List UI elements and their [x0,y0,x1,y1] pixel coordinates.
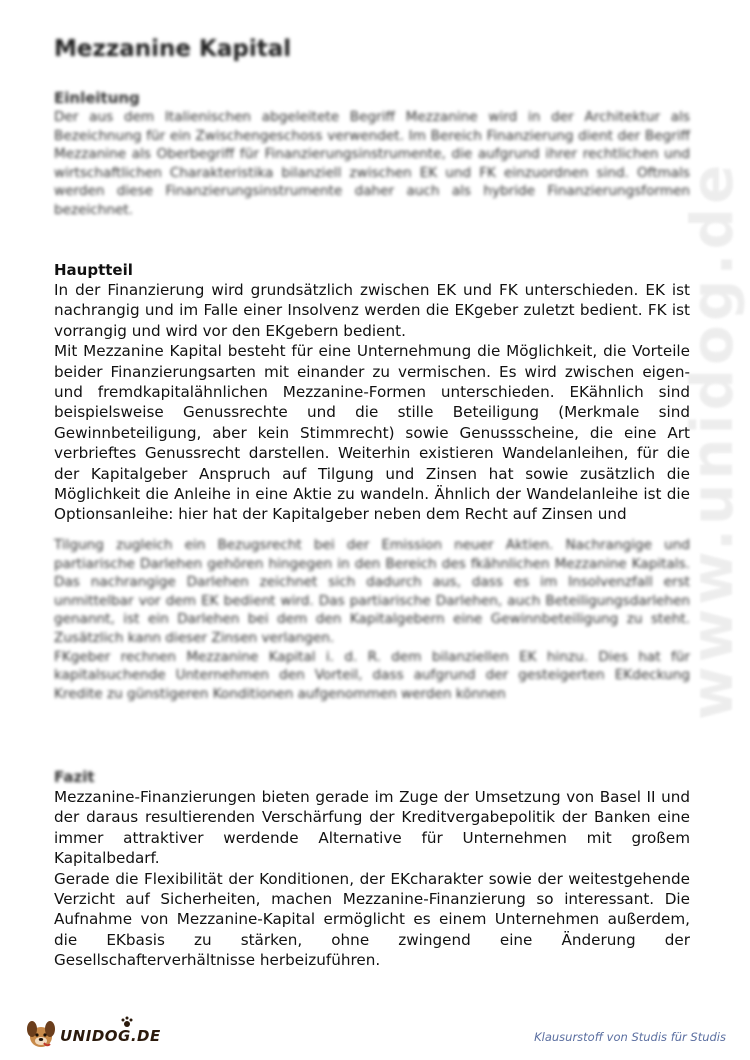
intro-section [54,88,690,220]
intro-heading: Einleitung [54,89,140,107]
intro-text: Der aus dem Italienischen abgeleitete Begriff Mezzanine wird in der Architektur als Bezeichnung für ein Zwischengeschoss verwendet. Im Bereich Finanzierung dient der Begriff Mezzanine als Oberbegriff für Finanzierungsinstrumente, die aufgrund ihrer rechtlichen und wirtschaftlichen Charakteristika bilanziell zwischen EK und FK einzuordnen sind. Oftmals werden diese Finanzierungsinstrumente daher auch als hybride Finanzierungsformen bezeichnet. [54,109,690,218]
footer-tagline: Klausurstoff von Studis für Studis [534,1030,726,1044]
main-clear-text [54,280,690,536]
main-section [54,260,690,703]
page-title: Mezzanine Kapital [54,36,292,62]
main-paragraph-2-continued: Tilgung zugleich ein Bezugsrecht bei der Emission neuer Aktien. Nachrangige und partiarische Darlehen gehören hingegen in den Bereich des fkähnlichen Mezzanine Kapitals. Das nachrangige Darlehen zeichnet sich dadurch aus, dass es im Insolvenzfall erst unmittelbar vor dem EK bedient wird. Das partiarische Darlehen, auch Beteiligungsdarlehen genannt, ist ein Darlehen bei dem den Kapitalgebern eine Gewinnbeteiligung zu steht. Zusätzlich kann dieser Zinsen verlangen. [54,537,690,646]
main-paragraph-3: FKgeber rechnen Mezzanine Kapital i. d. R. dem bilanziellen EK hinzu. Dies hat für kapitalsuchende Unternehmen den Vorteil, dass aufgrund der gesteigerten EKdeckung Kredite zu günstigeren Konditionen aufgenommen werden können [54,648,690,702]
main-blurred-text [54,536,690,703]
watermark: www.unidog.de [678,160,746,720]
conclusion-heading: Fazit [54,768,95,786]
unidog-logo [22,1015,162,1055]
main-paragraph-2: Mit Mezzanine Kapital besteht für eine Unternehmung die Möglichkeit, die Vorteile beider Finanzierungsarten mit einander zu vermischen. Es wird zwischen eigen- und fremdkapitalähnlichen Mezzanine-Formen unterschieden. EKähnlich sind beispielsweise Genussrechte und die stille Beteiligung (Merkmale sind Gewinnbeteiligung, aber kein Stimmrecht) sowie Genussscheine, die eine Art verbrieftes Genussrecht darstellen. Weiterhin existieren Wandelanleihen, für die der Kapitalgeber Anspruch auf Tilgung und Zinsen hat sowie zusätzlich die Möglichkeit die Anleihe in eine Aktie zu wandeln. Ähnlich der Wandelanleihe ist die Optionsanleihe: hier hat der Kapitalgeber neben dem Recht auf Zinsen und [54,342,690,524]
dog-icon [22,1015,60,1053]
main-paragraph-1: In der Finanzierung wird grundsätzlich zwischen EK und FK unterschieden. EK ist nachrangig und im Falle einer Insolvenz werden die EKgeber zuletzt bedient. FK ist vorrangig und wird vor den EKgebern bedient. [54,281,690,340]
logo-text: UNIDOG.DE [60,1027,161,1045]
main-heading: Hauptteil [54,261,133,279]
conclusion-paragraph-2: Gerade die Flexibilität der Konditionen, der EKcharakter sowie der weitestgehende Verzicht auf Sicherheiten, machen Mezzanine-Finanzierung so interessant. Die Aufnahme von Mezzanine-Kapital ermöglicht es einem Unternehmen außerdem, die EKbasis zu stärken, ohne zwingend eine Änderung der Gesellschafterverhältnisse herbeizuführen. [54,869,690,970]
conclusion-section [54,767,690,971]
paw-icon [120,1015,134,1029]
conclusion-paragraph-1: Mezzanine-Finanzierungen bieten gerade im Zuge der Umsetzung von Basel II und der daraus resultierenden Verschärfung der Kreditvergabepolitik der Banken eine immer attraktiver werdende Alternative für Unternehmen mit großem Kapitalbedarf. [54,788,690,868]
